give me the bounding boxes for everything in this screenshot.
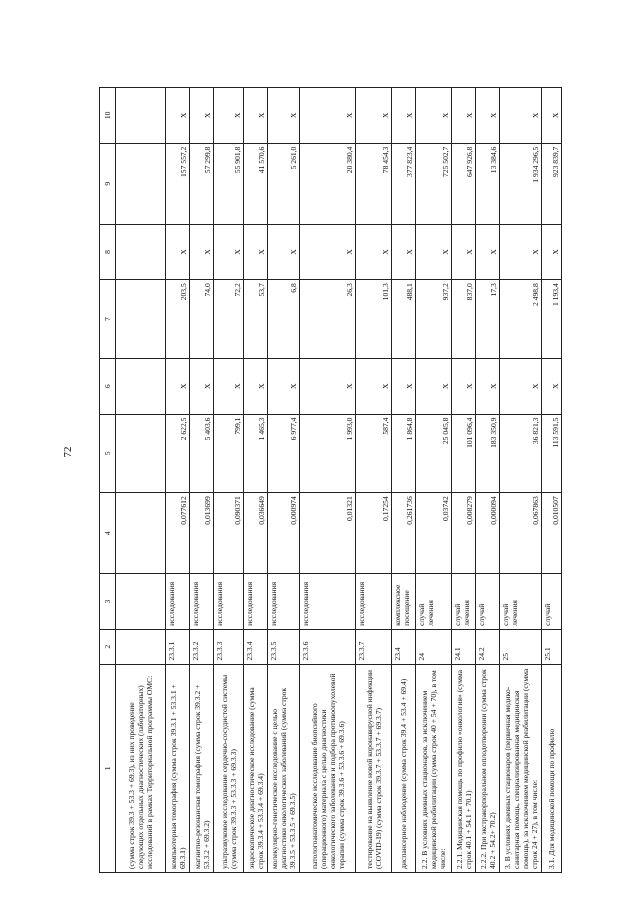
column-number: 3 xyxy=(100,574,116,630)
col6-value: X xyxy=(392,358,416,414)
col10-value: X xyxy=(300,88,356,144)
col10-value: X xyxy=(244,88,268,144)
table-row xyxy=(166,88,190,873)
volume-norm: 0,03742 xyxy=(416,493,452,574)
unit: случай лечения xyxy=(500,574,542,630)
table-row xyxy=(476,88,500,873)
unit: исследования xyxy=(244,574,268,630)
col10-value: X xyxy=(356,88,392,144)
row-number: 23.3.3 xyxy=(214,629,244,664)
col9-value: 157 557,2 xyxy=(166,143,190,224)
table-row xyxy=(452,88,476,873)
unit: случай xyxy=(476,574,500,630)
cost-norm: 5 403,6 xyxy=(190,414,214,493)
volume-norm: 0,010507 xyxy=(542,493,562,574)
col6-value: X xyxy=(452,358,476,414)
col9-value: 57 299,8 xyxy=(190,143,214,224)
col8-value: X xyxy=(166,224,190,280)
col9-value: 78 454,3 xyxy=(356,143,392,224)
column-number: 6 xyxy=(100,358,116,414)
unit: случай xyxy=(542,574,562,630)
col7-value: 488,1 xyxy=(392,280,416,359)
page-number: 72 xyxy=(62,446,74,458)
volume-norm xyxy=(116,493,166,574)
col6-value: X xyxy=(190,358,214,414)
col10-value: X xyxy=(166,88,190,144)
col8-value: X xyxy=(356,224,392,280)
row-number: 24.2 xyxy=(476,629,500,664)
volume-norm: 0,000974 xyxy=(268,493,300,574)
row-number: 23.3.2 xyxy=(190,629,214,664)
col8-value: X xyxy=(268,224,300,280)
unit: исследования xyxy=(190,574,214,630)
col9-value xyxy=(116,143,166,224)
col8-value: X xyxy=(542,224,562,280)
cost-norm: 183 350,9 xyxy=(476,414,500,493)
column-number: 9 xyxy=(100,143,116,224)
col10-value: X xyxy=(476,88,500,144)
col6-value: X xyxy=(542,358,562,414)
row-description: патологоанатомическое исследование биопсийного (операционного) материала с целью диагностики онкологического заболевания и подбора противоопухолевой терапии (сумма строк 39.3.6 + 53.3.6 + 69.3.6) xyxy=(300,664,356,872)
table-row xyxy=(542,88,562,873)
col10-value: X xyxy=(214,88,244,144)
row-number: 25.1 xyxy=(542,629,562,664)
table-row xyxy=(244,88,268,873)
row-description: эндоскопическое диагностическое исследование (сумма строк 39.3.4 + 53.3.4 + 69.3.4) xyxy=(244,664,268,872)
cost-norm: 36 821,3 xyxy=(500,414,542,493)
table-row xyxy=(116,88,166,873)
col7-value: 2 498,8 xyxy=(500,280,542,359)
col6-value: X xyxy=(416,358,452,414)
col7-value: 53,7 xyxy=(244,280,268,359)
col7-value: 101,3 xyxy=(356,280,392,359)
col9-value: 377 823,4 xyxy=(392,143,416,224)
row-number xyxy=(116,629,166,664)
col10-value: X xyxy=(452,88,476,144)
table-row xyxy=(214,88,244,873)
data-table xyxy=(99,87,562,873)
col8-value: X xyxy=(500,224,542,280)
col10-value: X xyxy=(416,88,452,144)
row-number: 23.3.7 xyxy=(356,629,392,664)
volume-norm: 0,01321 xyxy=(300,493,356,574)
unit: случай лечения xyxy=(452,574,476,630)
table-row xyxy=(500,88,542,873)
col7-value xyxy=(116,280,166,359)
row-number: 23.3.4 xyxy=(244,629,268,664)
unit: исследования xyxy=(214,574,244,630)
col7-value: 1 193,4 xyxy=(542,280,562,359)
cost-norm: 113 591,5 xyxy=(542,414,562,493)
row-number: 24 xyxy=(416,629,452,664)
cost-norm: 6 977,4 xyxy=(268,414,300,493)
column-number: 4 xyxy=(100,493,116,574)
col6-value: X xyxy=(476,358,500,414)
col6-value xyxy=(116,358,166,414)
table-row xyxy=(268,88,300,873)
row-number: 25 xyxy=(500,629,542,664)
table-row xyxy=(416,88,452,873)
cost-norm: 1 864,8 xyxy=(392,414,416,493)
row-description: диспансерное наблюдение (сумма строк 39.4 + 53.4 + 69.4) xyxy=(392,664,416,872)
col10-value: X xyxy=(542,88,562,144)
row-description: молекулярно-генетическое исследование с целью диагностики онкологических заболеваний (сумма строк 39.3.5 + 53.3.5 + 69.3.5) xyxy=(268,664,300,872)
col8-value: X xyxy=(416,224,452,280)
column-number: 10 xyxy=(100,88,116,144)
volume-norm: 0,067863 xyxy=(500,493,542,574)
table-row xyxy=(190,88,214,873)
col10-value xyxy=(116,88,166,144)
row-description: 3.1. Для медицинской помощи по профилю xyxy=(542,664,562,872)
col6-value: X xyxy=(500,358,542,414)
cost-norm: 799,1 xyxy=(214,414,244,493)
unit: исследования xyxy=(356,574,392,630)
col7-value: 26,3 xyxy=(300,280,356,359)
row-number: 23.3.5 xyxy=(268,629,300,664)
col7-value: 74,0 xyxy=(190,280,214,359)
col8-value xyxy=(116,224,166,280)
row-number: 23.4 xyxy=(392,629,416,664)
row-number: 24.1 xyxy=(452,629,476,664)
col8-value: X xyxy=(392,224,416,280)
unit: исследования xyxy=(268,574,300,630)
row-description: 3. В условиях дневных стационаров (первичная медико-санитарная помощь, специализированная медицинская помощь), за исключением медицинской реабилитации (сумма строк 24 + 27), в том числе: xyxy=(500,664,542,872)
column-number: 7 xyxy=(100,280,116,359)
col8-value: X xyxy=(214,224,244,280)
col8-value: X xyxy=(300,224,356,280)
row-description: 2.2.2. При экстракорпоральном оплодотворении (сумма строк 40.2 + 54.2+ 70.2) xyxy=(476,664,500,872)
volume-norm: 0,036649 xyxy=(244,493,268,574)
col8-value: X xyxy=(476,224,500,280)
table-row xyxy=(356,88,392,873)
cost-norm: 587,4 xyxy=(356,414,392,493)
row-description: тестирование на выявление новой коронавирусной инфекции (COVID-19) (сумма строк 39.3.7 + 53.3.7 + 69.3.7) xyxy=(356,664,392,872)
volume-norm: 0,000094 xyxy=(476,493,500,574)
col8-value: X xyxy=(244,224,268,280)
row-description: магнитно-резонансная томография (сумма строк 39.3.2 + 53.3.2 + 69.3.2) xyxy=(190,664,214,872)
row-description: компьютерная томография (сумма строк 39.3.1 + 53.3.1 + 69.3.1) xyxy=(166,664,190,872)
cost-norm: 2 622,5 xyxy=(166,414,190,493)
col10-value: X xyxy=(190,88,214,144)
col9-value: 41 570,6 xyxy=(244,143,268,224)
row-description: (сумма строк 39.3 + 53.3 + 69.3), из них проведение следующих отдельных диагностических (лабораторных) исследований в рамках Территориальной программы ОМС: xyxy=(116,664,166,872)
col7-value: 203,5 xyxy=(166,280,190,359)
unit: исследования xyxy=(300,574,356,630)
volume-norm: 0,008279 xyxy=(452,493,476,574)
col6-value: X xyxy=(166,358,190,414)
col6-value: X xyxy=(356,358,392,414)
row-description: ультразвуковое исследование сердечно-сосудистой системы (сумма строк 39.3.3 + 53.3.3 + 69.3.3) xyxy=(214,664,244,872)
col6-value: X xyxy=(300,358,356,414)
col7-value: 937,2 xyxy=(416,280,452,359)
volume-norm: 0,261736 xyxy=(392,493,416,574)
cost-norm xyxy=(116,414,166,493)
col9-value: 13 384,6 xyxy=(476,143,500,224)
col9-value: 20 380,4 xyxy=(300,143,356,224)
col8-value: X xyxy=(190,224,214,280)
col9-value: 725 502,7 xyxy=(416,143,452,224)
table-body xyxy=(100,88,562,873)
col7-value: 6,8 xyxy=(268,280,300,359)
column-number: 5 xyxy=(100,414,116,493)
cost-norm: 101 096,4 xyxy=(452,414,476,493)
unit: случай лечения xyxy=(416,574,452,630)
unit: комплексное посещение xyxy=(392,574,416,630)
col7-value: 837,0 xyxy=(452,280,476,359)
volume-norm: 0,090371 xyxy=(214,493,244,574)
row-number: 23.3.1 xyxy=(166,629,190,664)
column-number: 2 xyxy=(100,629,116,664)
col9-value: 5 261,0 xyxy=(268,143,300,224)
col10-value: X xyxy=(500,88,542,144)
col9-value: 55 901,8 xyxy=(214,143,244,224)
unit: исследования xyxy=(166,574,190,630)
col9-value: 923 839,7 xyxy=(542,143,562,224)
row-number: 23.3.6 xyxy=(300,629,356,664)
cost-norm: 25 045,8 xyxy=(416,414,452,493)
col8-value: X xyxy=(452,224,476,280)
col7-value: 17,3 xyxy=(476,280,500,359)
col6-value: X xyxy=(268,358,300,414)
row-description: 2.2. В условиях дневных стационаров, за исключением медицинской реабилитации (сумма строк 40 + 54 + 70), в том числе: xyxy=(416,664,452,872)
col6-value: X xyxy=(214,358,244,414)
col9-value: 647 926,8 xyxy=(452,143,476,224)
volume-norm: 0,077612 xyxy=(166,493,190,574)
cost-norm: 1 465,3 xyxy=(244,414,268,493)
col9-value: 1 934 296,5 xyxy=(500,143,542,224)
table-row xyxy=(300,88,356,873)
volume-norm: 0,17254 xyxy=(356,493,392,574)
col10-value: X xyxy=(268,88,300,144)
col7-value: 72,2 xyxy=(214,280,244,359)
col6-value: X xyxy=(244,358,268,414)
unit xyxy=(116,574,166,630)
table-row xyxy=(392,88,416,873)
volume-norm: 0,013699 xyxy=(190,493,214,574)
row-description: 2.2.1. Медицинская помощь по профилю «онкология» (сумма строк 40.1 + 54.1 + 70.1) xyxy=(452,664,476,872)
column-number: 1 xyxy=(100,664,116,872)
column-number-row xyxy=(100,88,116,873)
cost-norm: 1 993,0 xyxy=(300,414,356,493)
column-number: 8 xyxy=(100,224,116,280)
rotated-table-container xyxy=(99,87,560,873)
col10-value: X xyxy=(392,88,416,144)
